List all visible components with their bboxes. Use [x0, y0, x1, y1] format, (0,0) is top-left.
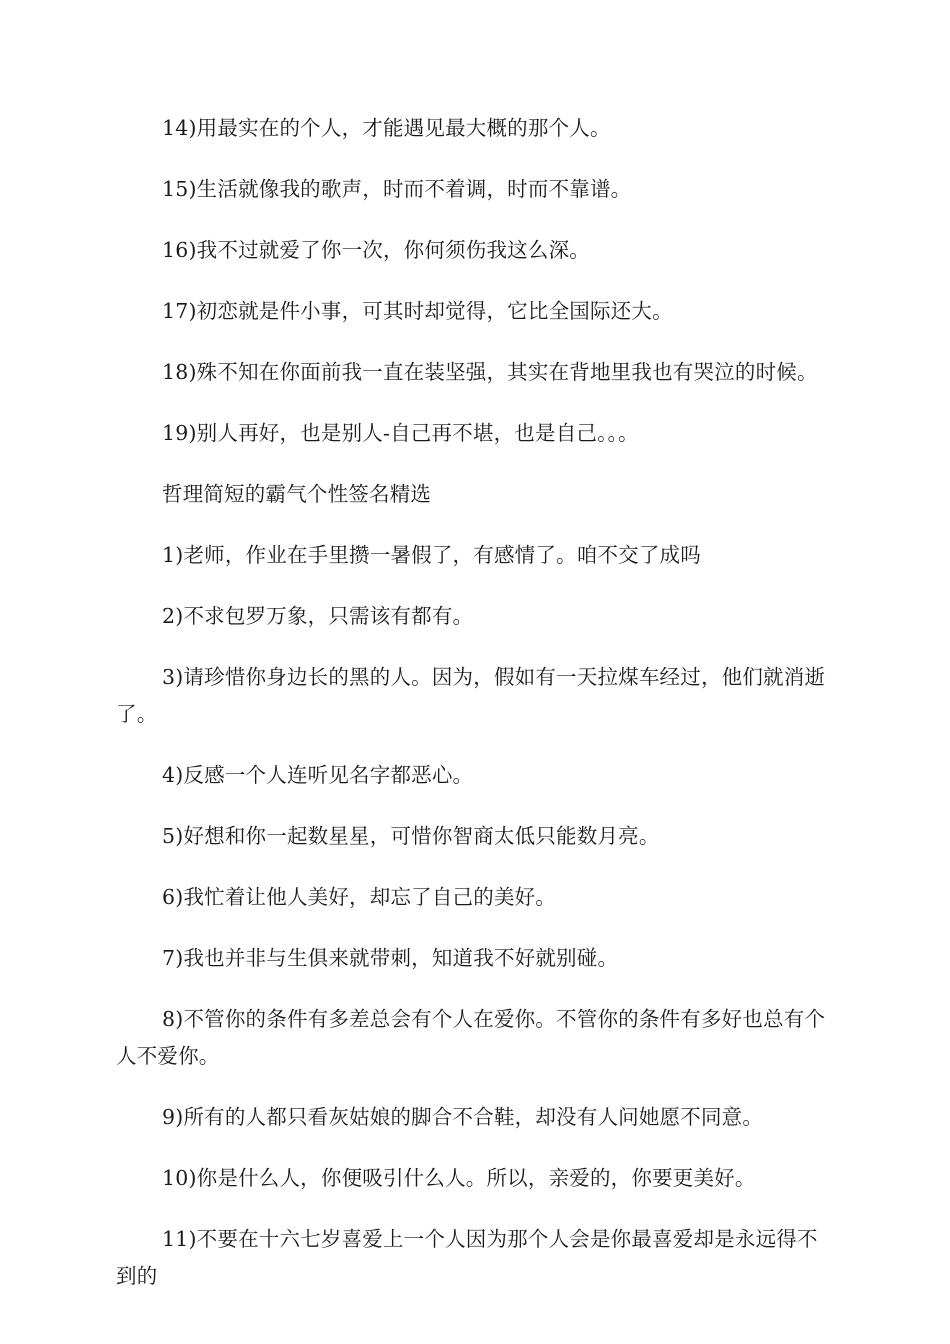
paragraph-7: 7)我也并非与生俱来就带刺，知道我不好就别碰。 [162, 946, 619, 970]
paragraph-4: 4)反感一个人连听见名字都恶心。 [162, 763, 474, 787]
paragraph-17: 17)初恋就是件小事，可其时却觉得，它比全国际还大。 [162, 299, 673, 323]
paragraph-14: 14)用最实在的个人，才能遇见最大概的那个人。 [162, 116, 611, 140]
paragraph-8: 8)不管你的条件有多差总会有个人在爱你。不管你的条件有多好也总有个人不爱你。 [116, 1007, 826, 1068]
section-heading: 哲理简短的霸气个性签名精选 [162, 482, 432, 506]
paragraph-15: 15)生活就像我的歌声，时而不着调，时而不靠谱。 [162, 177, 632, 201]
paragraph-18: 18)殊不知在你面前我一直在装坚强，其实在背地里我也有哭泣的时候。 [162, 360, 818, 384]
paragraph-2: 2)不求包罗万象，只需该有都有。 [162, 604, 474, 628]
paragraph-10: 10)你是什么人，你便吸引什么人。所以，亲爱的，你要更美好。 [162, 1166, 756, 1190]
paragraph-9: 9)所有的人都只看灰姑娘的脚合不合鞋，却没有人问她愿不同意。 [162, 1105, 764, 1129]
paragraph-3: 3)请珍惜你身边长的黑的人。因为，假如有一天拉煤车经过，他们就消逝了。 [116, 665, 826, 726]
paragraph-1: 1)老师，作业在手里攒一暑假了，有感情了。咱不交了成吗 [162, 543, 701, 567]
document-body [116, 110, 836, 1319]
paragraph-5: 5)好想和你一起数星星，可惜你智商太低只能数月亮。 [162, 824, 660, 848]
paragraph-11: 11)不要在十六七岁喜爱上一个人因为那个人会是你最喜爱却是永远得不到的 [116, 1227, 818, 1288]
paragraph-6: 6)我忙着让他人美好，却忘了自己的美好。 [162, 885, 557, 909]
paragraph-16: 16)我不过就爱了你一次，你何须伤我这么深。 [162, 238, 590, 262]
paragraph-19: 19)别人再好，也是别人-自己再不堪，也是自己。。。 [162, 421, 639, 445]
